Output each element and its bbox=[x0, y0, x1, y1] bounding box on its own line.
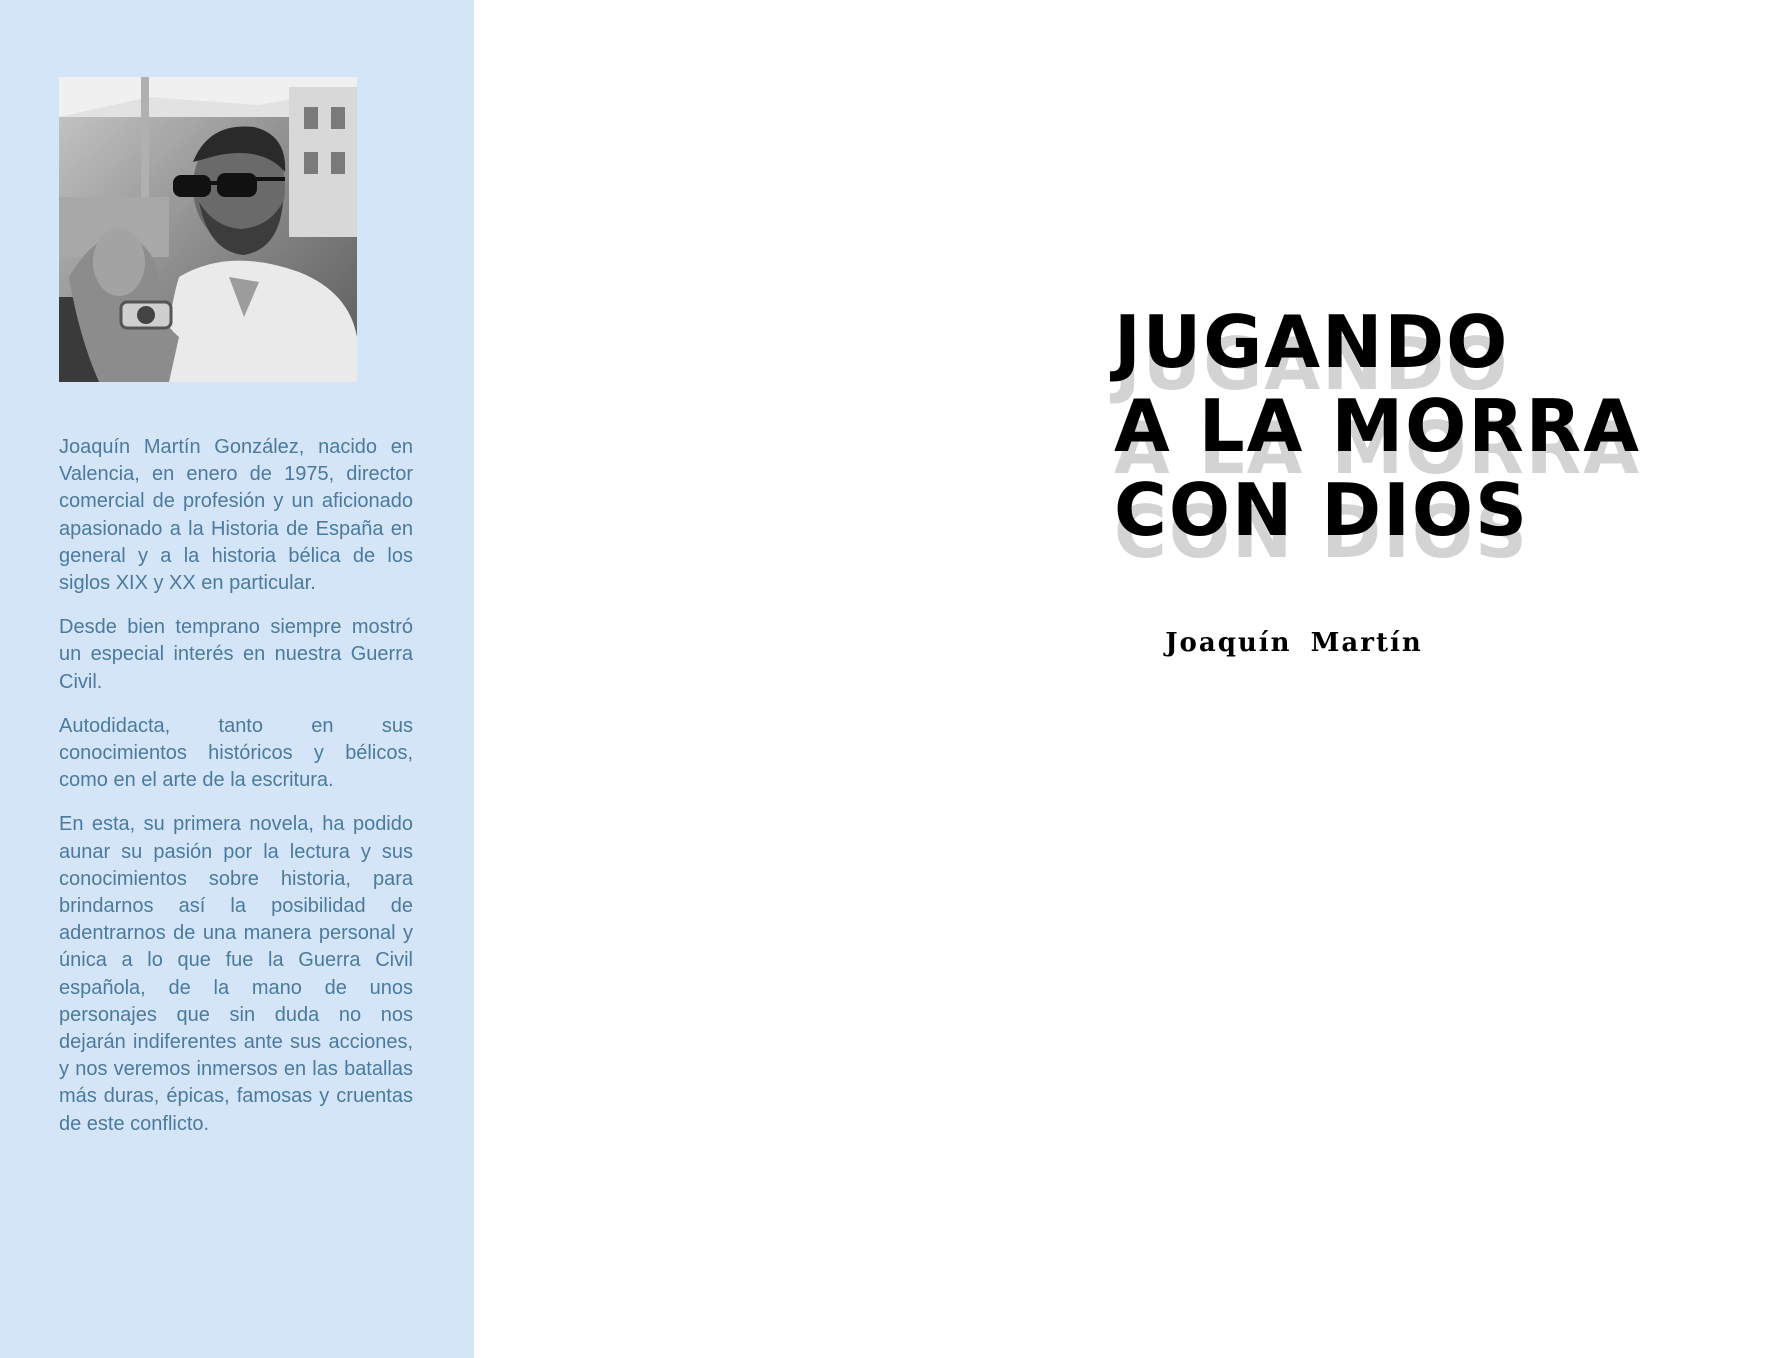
front-cover bbox=[474, 0, 1772, 1358]
bio-paragraph: Joaquín Martín González, nacido en Valencia, en enero de 1975, director comercial de profesión y un aficionado apasionado a la Historia de España en general y a la historia bélica de los siglos XIX y XX en particular. bbox=[59, 436, 413, 595]
title-line: JUGANDO bbox=[1114, 300, 1510, 384]
bio-paragraph: Desde bien temprano siempre mostró un especial interés en nuestra Guerra Civil. bbox=[59, 616, 413, 693]
author-photo-image bbox=[59, 77, 357, 382]
author-name: Joaquín Martín bbox=[1165, 628, 1423, 658]
book-title bbox=[1114, 300, 1641, 552]
bio-paragraph: Autodidacta, tanto en sus conocimientos históricos y bélicos, como en el arte de la escritura. bbox=[59, 714, 413, 792]
author-photo bbox=[59, 77, 357, 382]
bio-paragraph: En esta, su primera novela, ha podido aunar su pasión por la lectura y sus conocimientos sobre historia, para brindarnos así la posibilidad de adentrarnos de una manera personal y única a lo que fue la Guerra Civil española, de la mano de unos personajes que sin duda no nos dejarán indiferentes ante sus acciones, y nos veremos inmersos en las batallas más duras, épicas, famosas y cruentas de este conflicto. bbox=[59, 813, 413, 1135]
back-flap bbox=[0, 0, 474, 1358]
title-line: A LA MORRA bbox=[1114, 384, 1641, 468]
title-line: CON DIOS bbox=[1114, 468, 1529, 552]
author-bio bbox=[59, 434, 413, 1155]
